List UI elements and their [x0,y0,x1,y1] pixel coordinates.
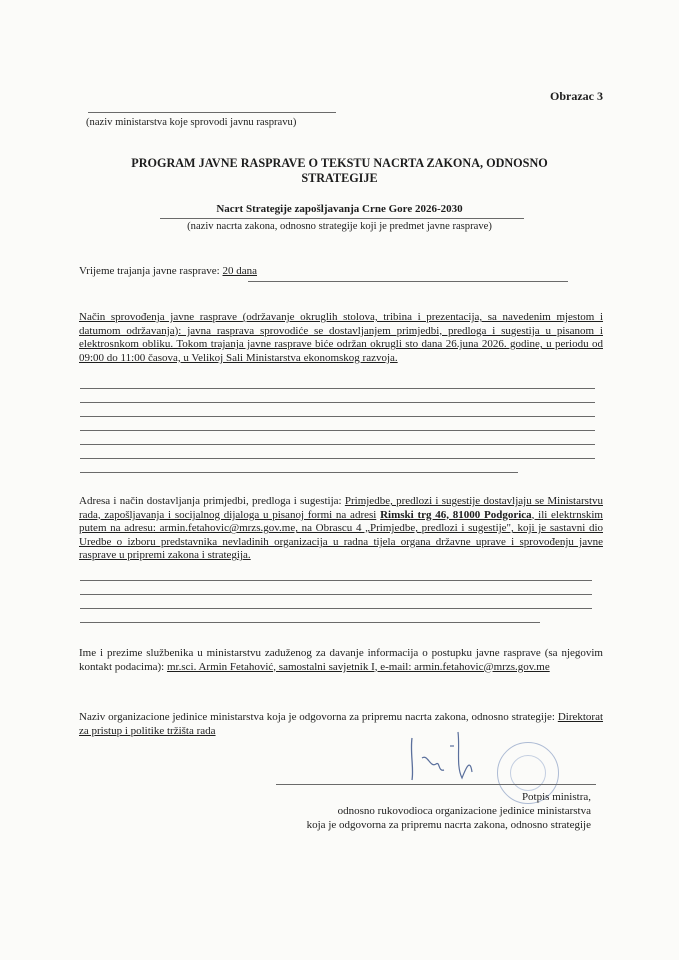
document-title [0,156,679,186]
address-blank-3 [80,608,592,609]
handwritten-signature [400,728,510,788]
draft-name-line [160,218,524,219]
address-blank-1 [80,580,592,581]
draft-name: Nacrt Strategije zapošljavanja Crne Gore 2026-2030 [216,203,463,215]
ministry-name-line [88,112,336,113]
form-label: Obrazac 3 [550,89,603,103]
address-blank-2 [80,594,592,595]
blank-line-3 [80,416,595,417]
blank-line-5 [80,444,595,445]
conduct-text: (održavanje okruglih stolova, tribina i prezentacija, sa navedenim mjestom i datumom održavanja): javna rasprava sprovodiće se dostavljanjem primjedbi, predloga i sugestija u pisanom i elektrosnkom obliku. Tokom trajanja javne rasprave biće održan okrugli sto dana 26.juna 2026. godine, u periodu od 09:00 do 11:00 časova, u Velikoj Sali Ministarstva ekonomskog razvoja. [79,311,604,364]
blank-line-1 [80,388,595,389]
conduct-section [79,311,603,365]
official-stamp-inner-ring [510,755,546,791]
signature-caption [307,790,591,832]
address-text-1: Primjedbe, predlozi i sugestije dostavljaju se Ministarstvu rada, zapošljavanja i socijalnog dijaloga u pisanoj formi na adresi [79,495,603,521]
blank-line-6 [80,458,595,459]
address-label: Adresa i način dostavljanja primjedbi, predloga i sugestija: [79,495,342,507]
address-text-2: , ili elektrnskim putem na adresu: armin.fetahovic@mrzs.gov.me, na Obrascu 4 „Primjedbe, predlozi i sugestije", koji je sastavni dio Uredbe o izboru predstavnika nevladinih organizacija u radna tijela organa državne uprave i sprovođenju javne rasprave u pripremi zakona i strategija. [79,508,603,562]
address-text-bold: Rimski trg 46, 81000 Podgorica [380,508,532,521]
duration-value: 20 dana [222,265,258,277]
unit-section [79,711,603,738]
contact-value: mr.sci. Armin Fetahović, samostalni savjetnik I, e-mail: armin.fetahovic@mrzs.gov.me [166,660,550,673]
signature-caption-line-2: odnosno rukovodioca organizacione jedinice ministarstva [337,805,591,817]
blank-line-4 [80,430,595,431]
contact-label: Ime i prezime službenika u ministarstvu zaduženog za davanje informacija o postupku javne rasprave (sa njegovim kontakt podacima): [79,647,603,673]
blank-line-7 [80,472,518,473]
title-line-2: STRATEGIJE [301,171,378,185]
ministry-caption: (naziv ministarstva koje sprovodi javnu raspravu) [86,117,297,128]
unit-label: Naziv organizacione jedinice ministarstva koja je odgovorna za pripremu nacrta zakona, odnosno strategije: [79,711,555,723]
unit-value: Direktorat za pristup i politike tržišta rada [79,711,604,737]
blank-line-2 [80,402,595,403]
address-section [79,495,603,563]
address-blank-4 [80,622,540,623]
signature-caption-line-1: Potpis ministra, [521,791,591,803]
duration-label: Vrijeme trajanja javne rasprave: [79,265,220,277]
contact-section [79,647,603,674]
signature-line [276,784,596,785]
draft-caption: (naziv nacrta zakona, odnosno strategije koji je predmet javne rasprave) [187,221,492,232]
duration-line [248,281,568,282]
title-line-1: PROGRAM JAVNE RASPRAVE O TEKSTU NACRTA ZAKONA, ODNOSNO [131,156,548,170]
conduct-label: Način sprovođenja javne rasprave [79,311,237,323]
duration-section [79,265,603,279]
signature-caption-line-3: koja je odgovorna za pripremu nacrta zakona, odnosno strategije [306,819,591,831]
